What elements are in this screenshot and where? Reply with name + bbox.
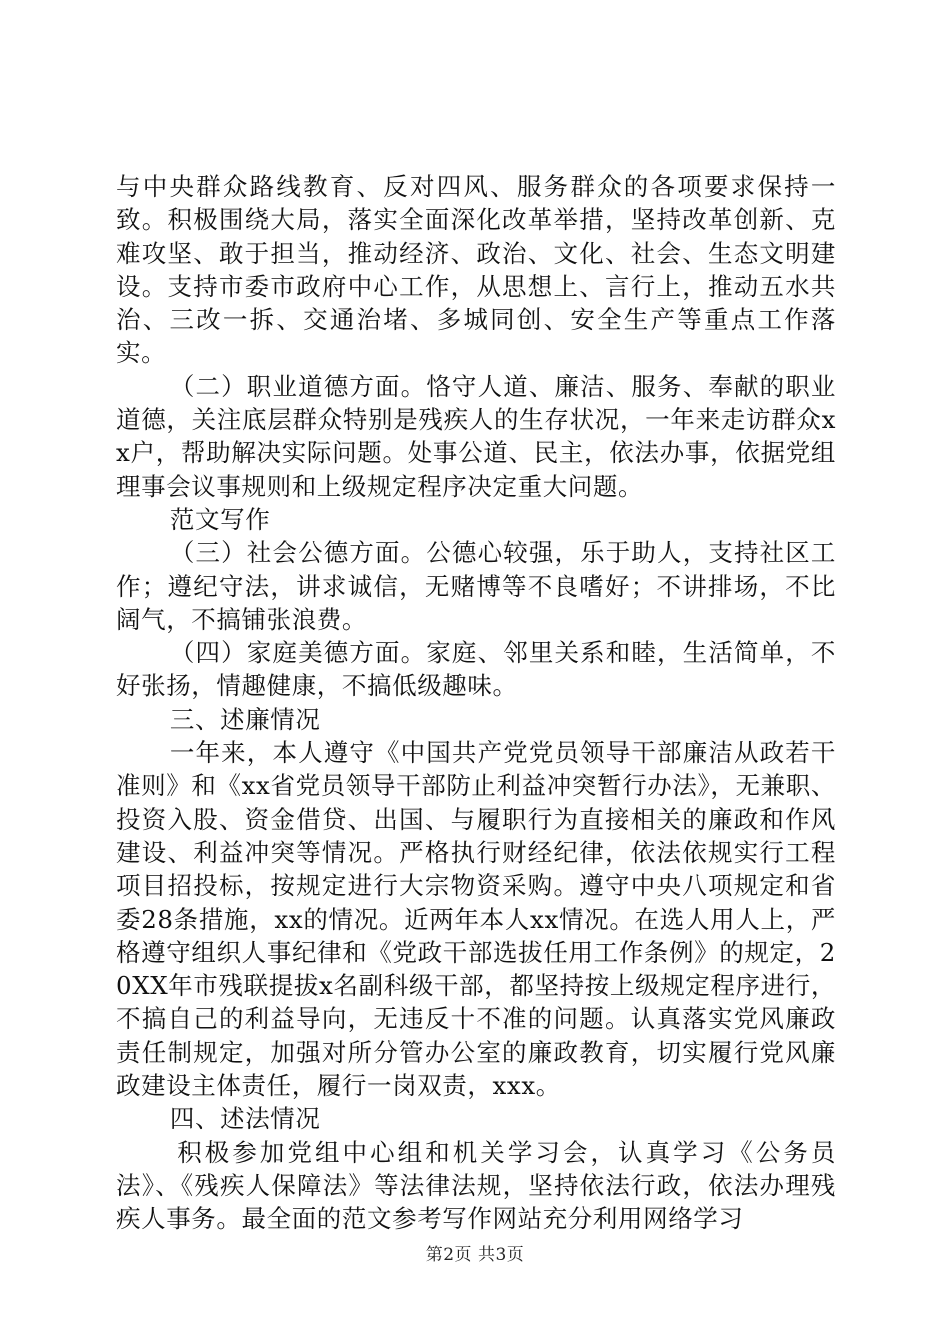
inline-label-fanwen-xiezuo: 范文写作 (169, 504, 271, 534)
paragraph-professional-ethics: （二）职业道德方面。恪守人道、廉洁、服务、奉献的职业道德，关注底层群众特别是残疾人的生存状况，一年来走访群众xx户，帮助解决实际问题。处事公道、民主，依法办事，依据党组理事会议事规则和上级规定程序决定重大问题。 (116, 371, 836, 501)
section-heading-integrity: 三、述廉情况 (169, 704, 321, 734)
page-number-footer: 第2页 共3页 (425, 1245, 525, 1265)
paragraph-family-virtue: （四）家庭美德方面。家庭、邻里关系和睦，生活简单，不好张扬，情趣健康，不搞低级趣味。 (116, 638, 836, 701)
section-heading-law: 四、述法情况 (169, 1104, 321, 1134)
paragraph-continuation: 与中央群众路线教育、反对四风、服务群众的各项要求保持一致。积极围绕大局，落实全面深化改革举措，坚持改革创新、克难攻坚、敢于担当，推动经济、政治、文化、社会、生态文明建设。支持市委市政府中心工作，从思想上、言行上，推动五水共治、三改一拆、交通治堵、多城同创、安全生产等重点工作落实。 (116, 172, 836, 368)
paragraph-integrity-report: 一年来，本人遵守《中国共产党党员领导干部廉洁从政若干准则》和《xx省党员领导干部防止利益冲突暂行办法》，无兼职、投资入股、资金借贷、出国、与履职行为直接相关的廉政和作风建设、利益冲突等情况。严格执行财经纪律，依法依规实行工程项目招投标，按规定进行大宗物资采购。遵守中央八项规定和省委28条措施，xx的情况。近两年本人xx情况。在选人用人上，严格遵守组织人事纪律和《党政干部选拔任用工作条例》的规定，20XX年市残联提拔x名副科级干部，都坚持按上级规定程序进行，不搞自己的利益导向，无违反十不准的问题。认真落实党风廉政责任制规定，加强对所分管办公室的廉政教育，切实履行党风廉政建设主体责任，履行一岗双责，xxx。 (116, 738, 836, 1101)
paragraph-social-ethics: （三）社会公德方面。公德心较强，乐于助人，支持社区工作；遵纪守法，讲求诚信，无赌博等不良嗜好；不讲排场，不比阔气，不搞铺张浪费。 (116, 538, 836, 634)
document-body (116, 170, 836, 1236)
paragraph-law-study: 积极参加党组中心组和机关学习会，认真学习《公务员法》、《残疾人保障法》等法律法规，坚持依法行政，依法办理残疾人事务。最全面的范文参考写作网站充分利用网络学习 (116, 1137, 836, 1234)
